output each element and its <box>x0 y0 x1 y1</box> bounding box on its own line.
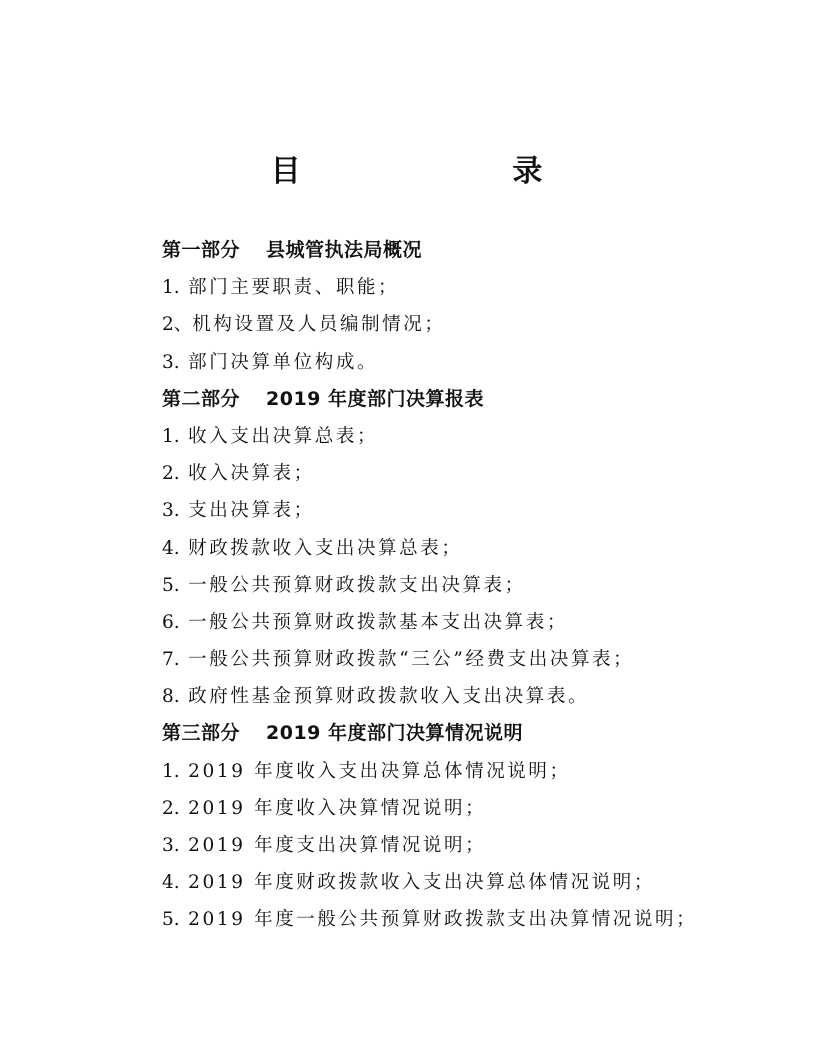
page-title: 目 录 <box>270 154 545 189</box>
toc-item <box>162 418 762 455</box>
item-number: 2. <box>162 797 180 819</box>
toc-item <box>162 455 762 492</box>
item-text: 部门主要职责、职能； <box>188 277 400 299</box>
table-of-contents <box>162 232 762 939</box>
toc-item <box>162 567 762 604</box>
toc-item <box>162 901 762 938</box>
item-number: 7. <box>162 649 180 671</box>
item-number: 1. <box>162 425 180 447</box>
section-title: 2019 年度部门决算情况说明 <box>266 722 524 745</box>
section-number: 第三部分 <box>162 722 241 745</box>
toc-item <box>162 790 762 827</box>
item-text: 一般公共预算财政拨款支出决算表； <box>188 574 526 596</box>
item-number: 8. <box>162 686 180 708</box>
item-text: 机构设置及人员编制情况； <box>192 314 446 336</box>
item-text: 2019 年度收入决算情况说明； <box>188 797 487 819</box>
item-text: 2019 年度收入支出决算总体情况说明； <box>188 760 571 782</box>
item-number: 5. <box>162 909 180 931</box>
item-number: 3. <box>162 500 180 522</box>
toc-item <box>162 269 762 306</box>
toc-item <box>162 864 762 901</box>
item-text: 部门决算单位构成。 <box>188 351 379 373</box>
section-number: 第二部分 <box>162 387 241 410</box>
item-number: 3. <box>162 835 180 856</box>
item-text: 收入支出决算总表； <box>188 425 379 447</box>
item-number: 3. <box>162 351 180 373</box>
toc-item <box>162 678 762 715</box>
section-heading-part-2 <box>162 381 762 418</box>
item-text: 2019 年度支出决算情况说明； <box>188 835 487 856</box>
section-title: 县城管执法局概况 <box>266 239 423 261</box>
item-text: 2019 年度财政拨款收入支出决算总体情况说明； <box>188 872 656 894</box>
toc-item <box>162 753 762 790</box>
section-heading-part-1 <box>162 232 762 269</box>
section-heading-part-3 <box>162 715 762 752</box>
item-number: 1. <box>162 760 180 782</box>
item-number: 4. <box>162 537 180 559</box>
item-text: 一般公共预算财政拨款“三公”经费支出决算表； <box>188 649 635 671</box>
item-number: 1. <box>162 277 180 299</box>
item-number: 2、 <box>162 314 193 336</box>
item-number: 5. <box>162 574 180 596</box>
section-title: 2019 年度部门决算报表 <box>266 387 485 410</box>
item-number: 2. <box>162 463 180 485</box>
toc-item <box>162 641 762 678</box>
item-text: 支出决算表； <box>188 500 315 522</box>
toc-item <box>162 492 762 529</box>
item-text: 2019 年度一般公共预算财政拨款支出决算情况说明； <box>188 909 698 931</box>
item-number: 6. <box>162 611 180 633</box>
toc-item <box>162 827 762 864</box>
item-text: 一般公共预算财政拨款基本支出决算表； <box>188 611 568 633</box>
toc-item <box>162 530 762 567</box>
item-number: 4. <box>162 872 180 894</box>
item-text: 政府性基金预算财政拨款收入支出决算表。 <box>188 686 590 708</box>
item-text: 收入决算表； <box>188 463 315 485</box>
toc-item <box>162 344 762 381</box>
section-number: 第一部分 <box>162 239 241 261</box>
toc-item <box>162 306 762 343</box>
item-text: 财政拨款收入支出决算总表； <box>188 537 463 559</box>
toc-item <box>162 604 762 641</box>
